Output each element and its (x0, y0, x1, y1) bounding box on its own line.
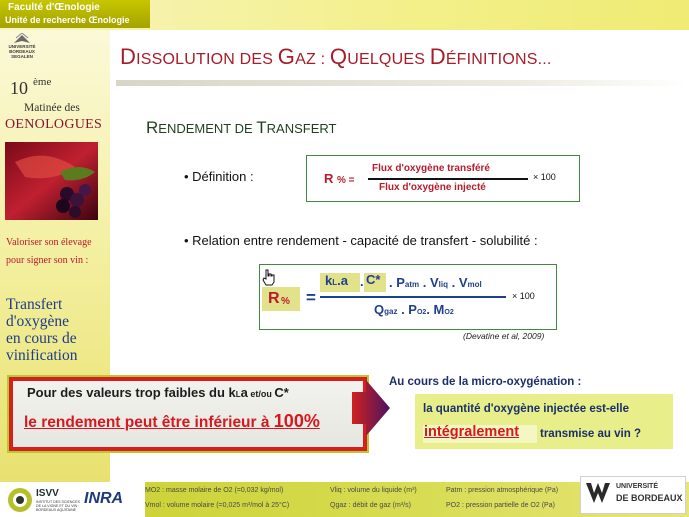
legend-patm: Patm : pression atmosphérique (Pa) (446, 487, 559, 494)
warning-sub: L (235, 390, 241, 399)
relation-label: • Relation entre rendement - capacité de transfert - solubilité : (184, 233, 538, 248)
question-line2: transmise au vin ? (540, 428, 641, 440)
topic-line: Transfert (6, 296, 63, 313)
tagline-line2: pour signer son vin : (6, 255, 89, 266)
subtitle-part: R (146, 118, 159, 137)
faculty-line2: Unité de recherche Œnologie (5, 15, 130, 25)
topic-line: en cours de (6, 330, 77, 347)
relation-denominator: Qgaz . PO2. MO2 (374, 302, 454, 317)
university-logo-word: UNIVERSITÉ (8, 44, 36, 49)
relation-fraction-bar (320, 296, 506, 298)
relation-times100: × 100 (512, 291, 535, 301)
definition-r-letter: R (324, 171, 334, 186)
definition-fraction-bar (368, 178, 528, 180)
topic-line: vinification (6, 347, 78, 364)
definition-numerator: Flux d'oxygène transféré (372, 163, 490, 174)
legend-qgaz: Qgaz : débit de gaz (m³/s) (330, 502, 411, 509)
definition-r-suffix: % = (337, 175, 355, 186)
faculty-banner (0, 0, 150, 28)
university-logo-word: BORDEAUX (9, 49, 35, 54)
relation-equals: = (306, 288, 316, 307)
warning-text: a (240, 385, 248, 400)
warning-text: C* (274, 385, 289, 400)
wine-grapes-image (5, 142, 98, 220)
slide-title (120, 44, 552, 70)
section-subtitle (146, 118, 337, 138)
university-bordeaux-line1: UNIVERSITÉ (616, 483, 659, 490)
warning-line1 (27, 385, 289, 400)
legend-po2: PO2 : pression partielle de O2 (Pa) (446, 502, 555, 509)
subtitle-part: ENDEMENT DE (158, 121, 257, 136)
title-part: AZ : (295, 51, 330, 68)
legend-mo2: MO2 : masse molaire de O2 (=0,032 kg/mol) (145, 487, 284, 494)
tagline-line1: Valoriser son élevage (6, 237, 92, 248)
relation-r: R (268, 290, 280, 307)
matinee-label: Matinée des (24, 102, 80, 114)
citation: (Devatine et al, 2009) (463, 331, 545, 341)
subtitle-part: RANSFERT (266, 121, 337, 136)
title-part: Q (329, 44, 348, 69)
matinee-number: 10 (10, 78, 28, 98)
warning-line2 (24, 411, 320, 432)
legend-vmol: Vmol : volume molaire (=0,025 m³/mol à 25°C) (145, 502, 290, 509)
university-logo-text (2, 44, 42, 59)
university-bordeaux-mark-icon (585, 481, 611, 505)
inra-logo: INRA (84, 490, 124, 507)
relation-r-suffix: % (281, 296, 290, 307)
legend-vliq: Vliq : volume du liquide (m³) (330, 487, 417, 494)
university-bordeaux-line2: DE BORDEAUX (616, 493, 683, 503)
matinee-oenologues: OENOLOGUES (5, 117, 103, 132)
isvv-label: ISVV (36, 488, 59, 499)
definition-r (324, 171, 355, 186)
isvv-subtitle: INSTITUT DES SCIENCES DE LA VIGNE ET DU VIN · BORDEAUX AQUITAINE (36, 500, 80, 512)
subtitle-part: T (256, 118, 267, 137)
relation-patm: . Patm . Vliq . Vmol (389, 275, 482, 290)
relation-dot: . (360, 274, 364, 289)
question-line1: la quantité d'oxygène injectée est-elle (423, 403, 629, 415)
warning-text: et/ou (247, 389, 275, 399)
title-part: G (277, 44, 296, 69)
topic-line: d'oxygène (6, 313, 70, 330)
title-part: ISSOLUTION DES (136, 51, 278, 68)
definition-times100: × 100 (533, 172, 556, 182)
isvv-logo-icon (7, 487, 33, 513)
relation-cstar: C* (366, 272, 381, 287)
faculty-line1: Faculté d'Œnologie (8, 2, 100, 13)
micro-title: Au cours de la micro-oxygénation : (389, 376, 582, 388)
matinee-superscript: ème (33, 76, 52, 88)
question-key-word: intégralement (424, 424, 520, 440)
warning-text: Pour des valeurs trop faibles du k (27, 385, 236, 400)
warning-percent: 100% (273, 411, 320, 431)
warning-red-text: le rendement peut être inférieur à (24, 414, 274, 431)
definition-label: • Définition : (184, 169, 254, 184)
hand-cursor-icon (262, 269, 276, 286)
university-logo-word: SEGALEN (11, 54, 33, 59)
title-part: UELQUES (347, 51, 430, 68)
title-underline (116, 80, 689, 86)
arrow-right-icon (352, 380, 390, 436)
title-part: D (120, 44, 137, 69)
definition-denominator: Flux d'oxygène injecté (379, 182, 486, 193)
relation-kla: kL.a (325, 273, 348, 288)
title-part: ÉFINITIONS... (445, 51, 552, 68)
title-part: D (429, 44, 446, 69)
